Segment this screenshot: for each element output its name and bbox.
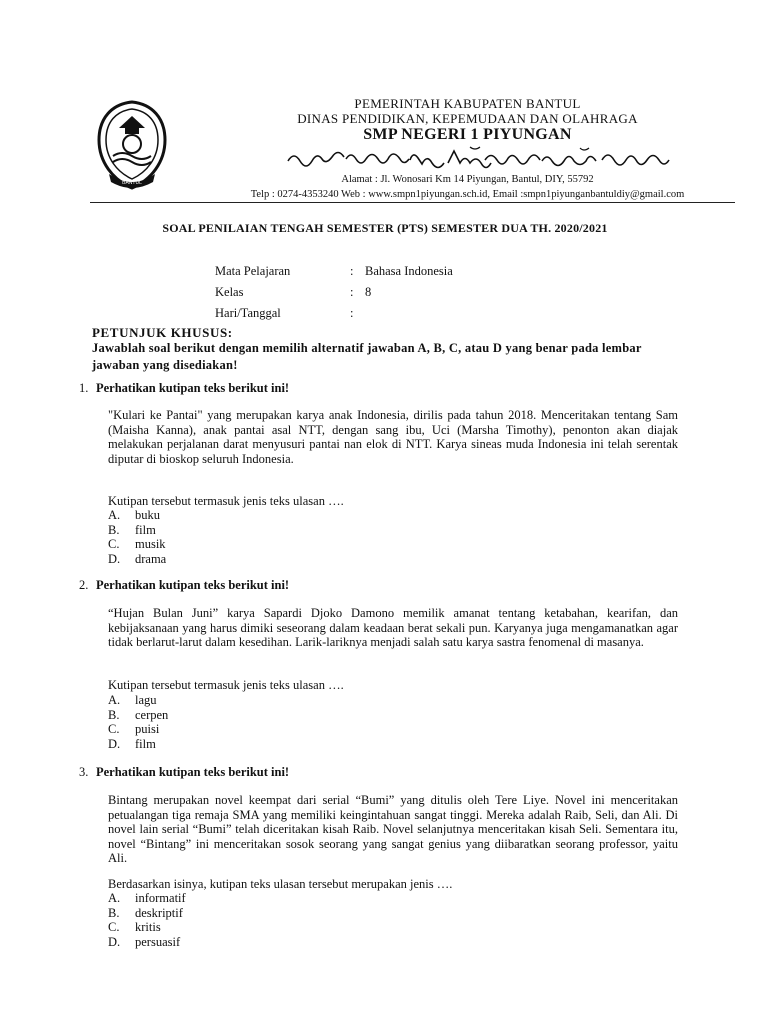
question-3-heading bbox=[79, 765, 289, 780]
meta-row-class bbox=[215, 285, 371, 303]
question-1-options bbox=[108, 508, 166, 566]
question-1-prompt: Kutipan tersebut termasuk jenis teks ulasan …. bbox=[108, 494, 344, 508]
instructions-heading: PETUNJUK KHUSUS: bbox=[92, 325, 233, 340]
meta-label: Kelas bbox=[215, 285, 244, 299]
question-3-passage bbox=[108, 793, 678, 866]
meta-label: Hari/Tanggal bbox=[215, 306, 281, 320]
option-letter: B. bbox=[108, 905, 120, 920]
option-text: cerpen bbox=[135, 707, 169, 722]
option-text: drama bbox=[135, 551, 167, 566]
option-b[interactable] bbox=[108, 708, 168, 723]
letterhead-department: DINAS PENDIDIKAN, KEPEMUDAAN DAN OLAHRAGA bbox=[297, 111, 638, 126]
option-d[interactable] bbox=[108, 935, 186, 950]
option-text: puisi bbox=[135, 722, 160, 737]
option-letter: C. bbox=[108, 920, 120, 935]
meta-row-subject bbox=[215, 264, 453, 282]
option-letter: D. bbox=[108, 934, 121, 949]
letterhead-school-name: SMP NEGERI 1 PIYUNGAN bbox=[363, 126, 572, 143]
option-b[interactable] bbox=[108, 906, 186, 921]
option-letter: B. bbox=[108, 707, 120, 722]
question-number: 3. bbox=[79, 765, 89, 779]
option-text: persuasif bbox=[135, 934, 181, 949]
option-text: lagu bbox=[135, 693, 157, 707]
option-c[interactable] bbox=[108, 722, 168, 737]
question-2-prompt: Kutipan tersebut termasuk jenis teks ulasan …. bbox=[108, 678, 344, 692]
meta-row-date bbox=[215, 306, 365, 324]
question-instruction: Perhatikan kutipan teks berikut ini! bbox=[96, 381, 290, 395]
meta-value: Bahasa Indonesia bbox=[365, 264, 453, 278]
kabupaten-bantul-emblem-icon bbox=[95, 100, 169, 192]
meta-value: 8 bbox=[365, 285, 372, 299]
option-letter: A. bbox=[108, 891, 121, 905]
svg-text:BANTUL: BANTUL bbox=[122, 180, 142, 186]
option-d[interactable] bbox=[108, 552, 166, 567]
question-3-options bbox=[108, 891, 186, 949]
passage-text: Bintang merupakan novel keempat dari serial “Bumi” yang ditulis oleh Tere Liye. Novel ini menceritakan petualangan tiga remaja SMA yang memiliki keingintahuan sangat tinggi. Mereka adalah Raib, Seli, dan Ali. Di novel lain serial “Bumi” telah diceritakan kisah Raib. Novel selanjutnya menceritakan kisah Seli. Sementara itu, novel “Bintang” ini menceritakan sosok seorang yang sangat genius yang diibaratkan seorang professor, yaitu Ali. bbox=[108, 793, 678, 866]
exam-title: SOAL PENILAIAN TENGAH SEMESTER (PTS) SEMESTER DUA TH. 2020/2021 bbox=[162, 221, 608, 235]
question-number: 1. bbox=[79, 381, 89, 395]
javanese-script-school-name bbox=[280, 143, 690, 173]
question-instruction: Perhatikan kutipan teks berikut ini! bbox=[96, 765, 290, 779]
option-letter: B. bbox=[108, 522, 120, 537]
passage-text: "Kulari ke Pantai" yang merupakan karya anak Indonesia, dirilis pada tahun 2018. Menceritakan tentang Sam (Maisha Kanna), anak pantai asal NTT, dengan sang ibu, Uci (Marsha Timothy), penonton akan diajak melakukan perjalanan darat menyusuri pantai nan elok di NTT. Karya sineas muda Indonesia ini telah serentak diputar di bioskop seluruh Indonesia. bbox=[108, 408, 678, 466]
option-d[interactable] bbox=[108, 737, 168, 752]
instructions-body: Jawablah soal berikut dengan memilih alternatif jawaban A, B, C, atau D yang benar pada lembar jawaban yang disediakan! bbox=[92, 341, 642, 372]
option-b[interactable] bbox=[108, 523, 166, 538]
option-text: deskriptif bbox=[135, 905, 183, 920]
option-c[interactable] bbox=[108, 920, 186, 935]
question-1-passage bbox=[108, 408, 678, 466]
option-text: film bbox=[135, 736, 156, 751]
option-letter: A. bbox=[108, 693, 121, 707]
letterhead-government: PEMERINTAH KABUPATEN BANTUL bbox=[354, 96, 581, 111]
meta-colon: : bbox=[350, 285, 354, 299]
option-letter: C. bbox=[108, 537, 120, 552]
question-3-prompt: Berdasarkan isinya, kutipan teks ulasan tersebut merupakan jenis …. bbox=[108, 877, 453, 891]
question-1-heading bbox=[79, 381, 289, 396]
question-2-passage bbox=[108, 606, 678, 650]
question-2-heading bbox=[79, 578, 289, 593]
meta-colon: : bbox=[350, 306, 354, 320]
option-letter: D. bbox=[108, 551, 121, 566]
option-letter: C. bbox=[108, 722, 120, 737]
option-text: informatif bbox=[135, 891, 186, 905]
option-letter: A. bbox=[108, 508, 121, 522]
option-text: kritis bbox=[135, 920, 161, 935]
option-text: musik bbox=[135, 537, 166, 552]
option-a[interactable] bbox=[108, 508, 166, 523]
question-2-options bbox=[108, 693, 168, 751]
question-number: 2. bbox=[79, 578, 89, 592]
option-a[interactable] bbox=[108, 891, 186, 906]
option-text: film bbox=[135, 522, 156, 537]
option-a[interactable] bbox=[108, 693, 168, 708]
letterhead-contact: Telp : 0274-4353240 Web : www.smpn1piyungan.sch.id, Email :smpn1piyunganbantuldiy@gmail.com bbox=[250, 189, 685, 200]
meta-label: Mata Pelajaran bbox=[215, 264, 291, 278]
option-letter: D. bbox=[108, 736, 121, 751]
passage-text: “Hujan Bulan Juni” karya Sapardi Djoko Damono memilik amanat tentang ketabahan, kearifan, dan kebijaksanaan yang harus dimiki seseorang dalam keadaan berat sekali pun. Karyanya juga mengamanatkan agar tidak berlarut-larut dalam kesedihan. Larik-lariknya menjadi salah satu karya sastra fenomenal di masanya. bbox=[108, 606, 678, 650]
meta-colon: : bbox=[350, 264, 354, 278]
question-instruction: Perhatikan kutipan teks berikut ini! bbox=[96, 578, 290, 592]
option-c[interactable] bbox=[108, 537, 166, 552]
letterhead-divider bbox=[90, 202, 735, 203]
letterhead-address: Alamat : Jl. Wonosari Km 14 Piyungan, Bantul, DIY, 55792 bbox=[341, 174, 594, 185]
option-text: buku bbox=[135, 508, 160, 522]
